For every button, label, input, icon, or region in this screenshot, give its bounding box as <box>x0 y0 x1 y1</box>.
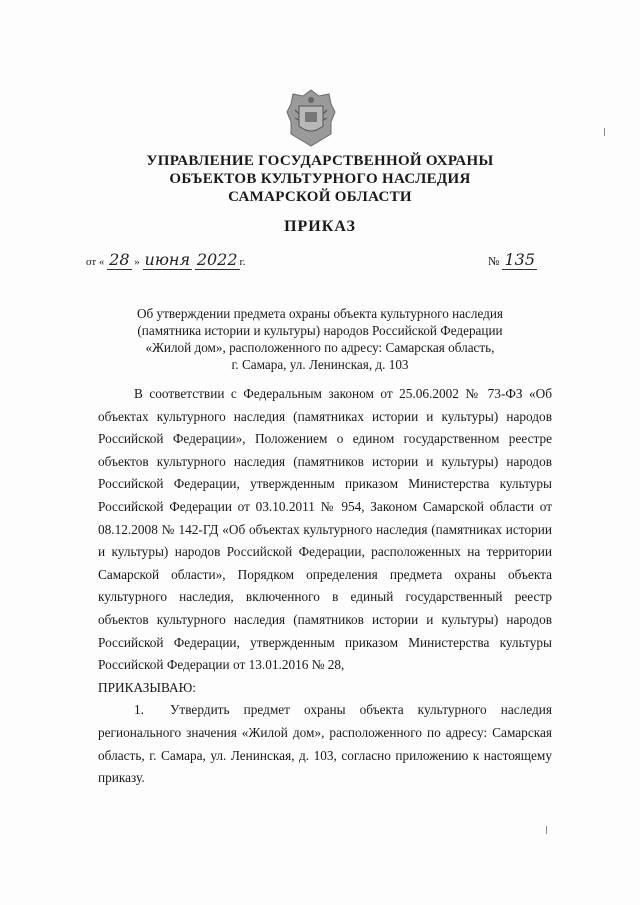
document-date <box>86 250 246 269</box>
date-prefix: от « <box>86 256 105 268</box>
org-line-2: ОБЪЕКТОВ КУЛЬТУРНОГО НАСЛЕДИЯ <box>169 171 471 187</box>
date-suffix: г. <box>239 256 246 268</box>
organization-name <box>0 152 640 206</box>
scan-mark <box>546 826 547 834</box>
item-number: 1. <box>134 702 144 718</box>
order-word: ПРИКАЗЫВАЮ: <box>98 679 196 695</box>
date-day: 28 <box>109 250 130 269</box>
item-text: Утвердить предмет охраны объекта культурного наследия регионального значения «Жилой дом», расположенного по адресу: Самарская область, г. Самара, ул. Ленинская, д. 103, согласно приложению к настоящему приказу. <box>98 702 552 786</box>
document-subject <box>0 305 640 373</box>
number-prefix: № <box>488 254 500 268</box>
date-sep: » <box>134 256 140 268</box>
date-month: июня <box>144 250 191 269</box>
coat-of-arms-emblem <box>285 88 337 148</box>
document-type: ПРИКАЗ <box>284 218 356 235</box>
order-item-1 <box>98 699 552 789</box>
document-number <box>488 250 537 269</box>
subject-line-3: «Жилой дом», расположенного по адресу: Самарская область, <box>145 340 495 355</box>
org-line-3: САМАРСКОЙ ОБЛАСТИ <box>228 189 412 205</box>
subject-line-4: г. Самара, ул. Ленинская, д. 103 <box>231 357 409 372</box>
subject-line-2: (памятника истории и культуры) народов Российской Федерации <box>137 323 503 338</box>
date-year: 2022 <box>196 250 238 269</box>
document-body <box>98 383 552 790</box>
number-value: 135 <box>504 250 535 269</box>
subject-line-1: Об утверждении предмета охраны объекта культурного наследия <box>137 306 503 321</box>
scan-mark <box>604 128 605 136</box>
org-line-1: УПРАВЛЕНИЕ ГОСУДАРСТВЕННОЙ ОХРАНЫ <box>146 153 494 169</box>
preamble-paragraph: В соответствии с Федеральным законом от 25.06.2002 № 73-ФЗ «Об объектах культурного наследия (памятниках истории и культуры) народов Российской Федерации», Положением о едином государственном реестре объектов культурного наследия (памятников истории и культуры) народов Российской Федерации, утвержденным приказом Министерства культуры Российской Федерации от 03.10.2011 № 954, Законом Самарской области от 08.12.2008 № 142-ГД «Об объектах культурного наследия (памятниках истории и культуры) народов Российской Федерации, расположенных на территории Самарской области», Порядком определения предмета охраны объекта культурного наследия, включенного в единый государственный реестр объектов культурного наследия (памятников истории и культуры) народов Российской Федерации, утвержденным приказом Министерства культуры Российской Федерации от 13.01.2016 № 28, <box>98 386 552 673</box>
